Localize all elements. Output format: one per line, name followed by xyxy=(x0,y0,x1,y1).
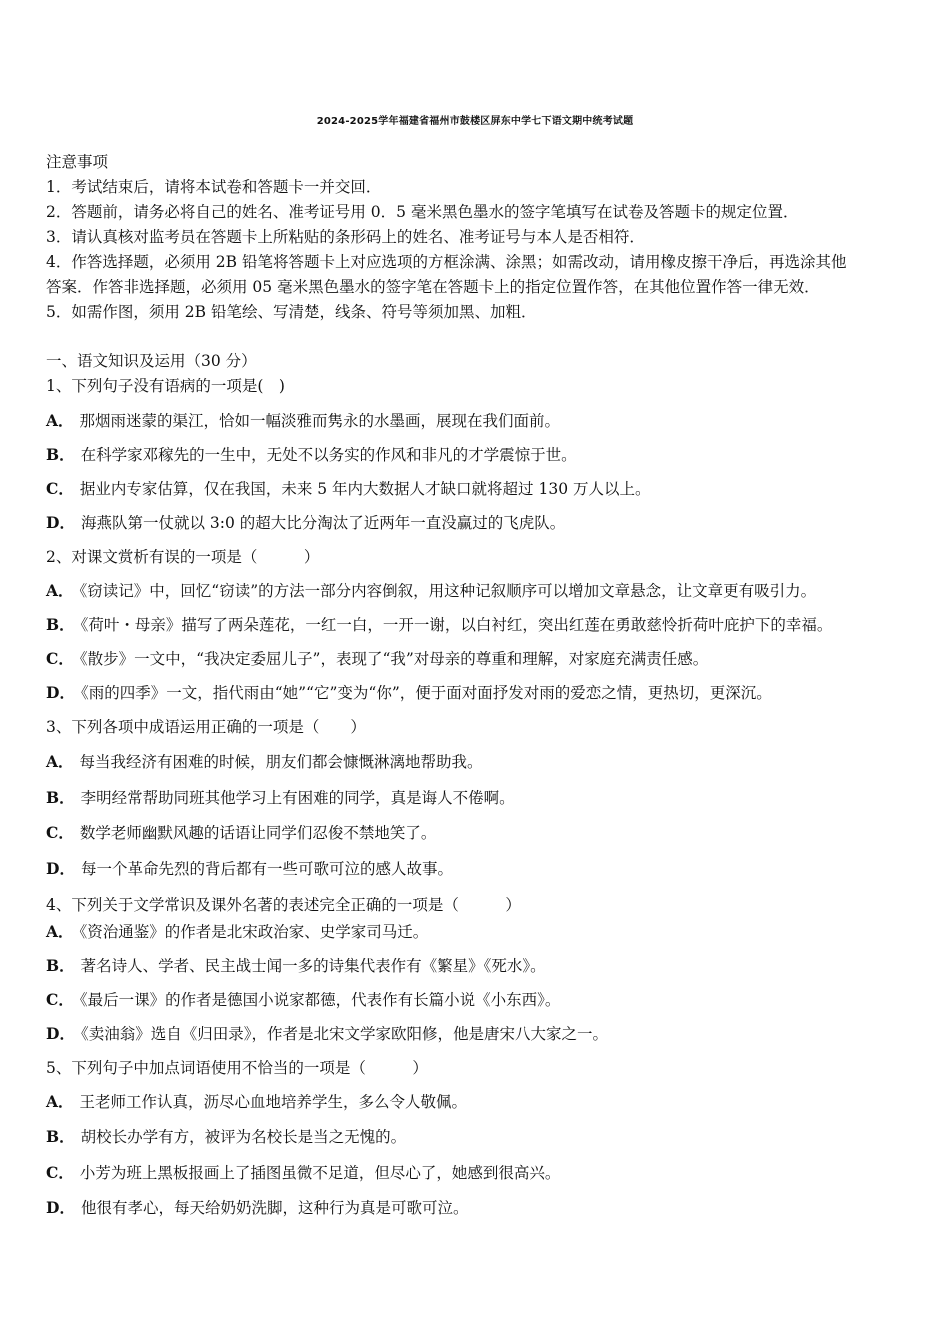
note-item: 5．如需作图，须用 2B 铅笔绘、写清楚，线条、符号等须加黑、加粗． xyxy=(46,303,537,321)
option xyxy=(46,411,560,431)
option xyxy=(46,788,515,808)
option-letter: A． xyxy=(46,752,74,771)
option-letter: D． xyxy=(46,513,75,532)
option-letter: A． xyxy=(46,411,74,430)
option-text: 《卖油翁》选自《归田录》，作者是北宋文学家欧阳修，他是唐宋八大家之一。 xyxy=(80,1025,608,1043)
option-text: 那烟雨迷蒙的渠江，恰如一幅淡雅而隽永的水墨画，展现在我们面前。 xyxy=(79,412,561,430)
notes-heading: 注意事项 xyxy=(46,153,109,171)
option-letter: A． xyxy=(46,581,74,600)
note-item: 1．考试结束后，请将本试卷和答题卡一并交回． xyxy=(46,178,382,196)
option xyxy=(46,1092,467,1112)
option-text: 胡校长办学有方，被评为名校长是当之无愧的。 xyxy=(80,1128,407,1146)
section-heading: 一、语文知识及运用（30 分） xyxy=(46,352,257,370)
option-letter: A． xyxy=(46,1092,74,1111)
option xyxy=(46,445,577,465)
option-text: 李明经常帮助同班其他学习上有困难的同学，真是诲人不倦啊。 xyxy=(80,789,515,807)
question-stem: 5、下列句子中加点词语使用不恰当的一项是（ ） xyxy=(46,1059,428,1077)
option-letter: C． xyxy=(46,823,74,842)
option-letter: C． xyxy=(46,990,74,1009)
option-text: 著名诗人、学者、民主战士闻一多的诗集代表作有《繁星》《死水》。 xyxy=(80,957,546,975)
option-text: 在科学家邓稼先的一生中，无处不以务实的作风和非凡的才学震惊于世。 xyxy=(80,446,577,464)
option-text: 《最后一课》的作者是德国小说家都德，代表作有长篇小说《小东西》。 xyxy=(79,991,561,1009)
question-stem: 4、下列关于文学常识及课外名著的表述完全正确的一项是（ ） xyxy=(46,896,521,914)
option xyxy=(46,823,436,843)
option-letter: D． xyxy=(46,683,75,702)
option-letter: C． xyxy=(46,479,74,498)
option-text: 《窃读记》中，回忆“窃读”的方法一部分内容倒叙，用这种记叙顺序可以增加文章悬念，让文章更有吸引力。 xyxy=(79,582,817,600)
option-text: 《资治通鉴》的作者是北宋政治家、史学家司马迁。 xyxy=(79,923,429,941)
option xyxy=(46,683,772,703)
option xyxy=(46,1198,468,1218)
option-letter: D． xyxy=(46,1024,75,1043)
option-text: 每一个革命先烈的背后都有一些可歌可泣的感人故事。 xyxy=(80,860,453,878)
option-text: 数学老师幽默风趣的话语让同学们忍俊不禁地笑了。 xyxy=(79,824,437,842)
option-text: 海燕队第一仗就以 3:0 的超大比分淘汰了近两年一直没赢过的飞虎队。 xyxy=(80,514,566,532)
option-letter: A． xyxy=(46,922,74,941)
option xyxy=(46,922,428,942)
option-letter: B． xyxy=(46,615,75,634)
option-text: 王老师工作认真，沥尽心血地培养学生，多么令人敬佩。 xyxy=(79,1093,468,1111)
note-item: 4．作答选择题，必须用 2B 铅笔将答题卡上对应选项的方框涂满、涂黑；如需改动，请用橡皮擦干净后，再选涂其他 xyxy=(46,253,847,271)
question-stem: 3、下列各项中成语运用正确的一项是（ ） xyxy=(46,718,366,736)
option-text: 《散步》一文中，“我决定委屈儿子”，表现了“我”对母亲的尊重和理解，对家庭充满责任感。 xyxy=(79,650,709,668)
option xyxy=(46,513,565,533)
question-stem: 2、对课文赏析有误的一项是（ ） xyxy=(46,548,320,566)
option xyxy=(46,615,832,635)
option xyxy=(46,956,546,976)
option-letter: C． xyxy=(46,1163,74,1182)
question-stem: 1、下列句子没有语病的一项是( ) xyxy=(46,377,285,395)
option xyxy=(46,479,651,499)
option xyxy=(46,1127,406,1147)
note-item: 3．请认真核对监考员在答题卡上所粘贴的条形码上的姓名、准考证号与本人是否相符． xyxy=(46,228,645,246)
option xyxy=(46,752,483,772)
option-text: 《荷叶・母亲》描写了两朵莲花，一红一白，一开一谢，以白衬红，突出红莲在勇敢慈怜折荷叶庇护下的幸福。 xyxy=(80,616,833,634)
option-text: 《雨的四季》一文，指代雨由“她”“它”变为“你”，便于面对面抒发对雨的爱恋之情，更热切，更深沉。 xyxy=(80,684,772,702)
option xyxy=(46,581,816,601)
option xyxy=(46,1024,608,1044)
option-text: 据业内专家估算，仅在我国，未来 5 年内大数据人才缺口就将超过 130 万人以上。 xyxy=(79,480,651,498)
option-letter: C． xyxy=(46,649,74,668)
option-text: 他很有孝心，每天给奶奶洗脚，这种行为真是可歌可泣。 xyxy=(80,1199,469,1217)
option xyxy=(46,1163,560,1183)
option-letter: D． xyxy=(46,859,75,878)
page-title: 2024-2025学年福建省福州市鼓楼区屏东中学七下语文期中统考试题 xyxy=(316,116,634,127)
option-letter: B． xyxy=(46,445,75,464)
option-text: 每当我经济有困难的时候，朋友们都会慷慨淋漓地帮助我。 xyxy=(79,753,483,771)
option xyxy=(46,990,560,1010)
option-letter: B． xyxy=(46,1127,75,1146)
option-letter: D． xyxy=(46,1198,75,1217)
option-letter: B． xyxy=(46,956,75,975)
option-text: 小芳为班上黑板报画上了插图虽微不足道，但尽心了，她感到很高兴。 xyxy=(79,1164,561,1182)
note-item: 答案．作答非选择题，必须用 05 毫米黑色墨水的签字笔在答题卡上的指定位置作答，在其他位置作答一律无效． xyxy=(46,278,820,296)
option xyxy=(46,649,708,669)
option-letter: B． xyxy=(46,788,75,807)
option xyxy=(46,859,453,879)
note-item: 2．答题前，请务必将自己的姓名、准考证号用 0．5 毫米黑色墨水的签字笔填写在试卷及答题卡的规定位置． xyxy=(46,203,799,221)
